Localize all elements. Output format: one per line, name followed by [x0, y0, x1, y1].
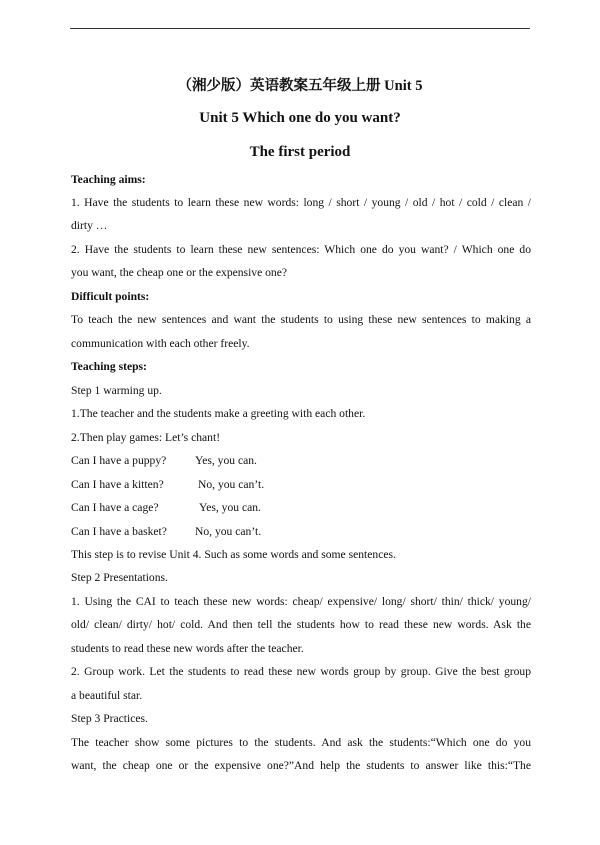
step-2-p2-line-2: a beautiful star. [71, 689, 143, 702]
chant-answer: No, you can’t. [198, 478, 265, 491]
aim-2-line-1: 2. Have the students to learn these new sentences: Which one do you want? / Which one do [71, 243, 531, 256]
chant-answer: Yes, you can. [195, 454, 257, 467]
step-3-line-2: want, the cheap one or the expensive one?”And help the students to answer like this:“The [71, 759, 531, 772]
chant-question: Can I have a puppy? [71, 454, 167, 467]
step-2-p1-line-3: students to read these new words after the teacher. [71, 642, 304, 655]
aim-1-line-1: 1. Have the students to learn these new words: long / short / young / old / hot / cold / clean / [71, 196, 531, 209]
step-2-p1-line-1: 1. Using the CAI to teach these new words: cheap/ expensive/ long/ short/ thin/ thick/ young/ [71, 595, 531, 608]
chant-question: Can I have a basket? [71, 525, 167, 538]
step-1-chant-intro: 2.Then play games: Let’s chant! [71, 431, 221, 444]
difficult-points-heading: Difficult points: [71, 290, 150, 303]
chant-answer: Yes, you can. [199, 501, 261, 514]
chant-question: Can I have a cage? [71, 501, 159, 514]
step-3-line-1: The teacher show some pictures to the students. And ask the students:“Which one do you [71, 736, 531, 749]
step-3-title: Step 3 Practices. [71, 712, 148, 725]
teaching-steps-heading: Teaching steps: [71, 360, 147, 373]
chant-line [71, 500, 531, 516]
period-title: The first period [249, 144, 351, 160]
doc-title: （湘少版）英语教案五年级上册 Unit 5 [177, 78, 423, 94]
chant-line [71, 453, 531, 469]
chant-line [71, 524, 531, 540]
difficult-line-2: communication with each other freely. [71, 337, 250, 350]
aim-2-line-2: you want, the cheap one or the expensive one? [71, 266, 288, 279]
step-2-p1-line-2: old/ clean/ dirty/ hot/ cold. And then tell the students how to read these new words. Ask the [71, 618, 531, 631]
step-2-title: Step 2 Presentations. [71, 571, 168, 584]
header-rule [70, 28, 530, 29]
step-1-title: Step 1 warming up. [71, 384, 162, 397]
aim-1-line-2: dirty … [71, 219, 108, 232]
step-1-note: This step is to revise Unit 4. Such as some words and some sentences. [71, 548, 396, 561]
chant-line [71, 477, 531, 493]
chant-answer: No, you can’t. [195, 525, 262, 538]
teaching-aims-heading: Teaching aims: [71, 173, 146, 186]
step-2-p2-line-1: 2. Group work. Let the students to read these new words group by group. Give the best group [71, 665, 531, 678]
difficult-line-1: To teach the new sentences and want the students to using these new sentences to making a [71, 313, 531, 326]
chant-question: Can I have a kitten? [71, 478, 164, 491]
step-1-greeting: 1.The teacher and the students make a greeting with each other. [71, 407, 366, 420]
unit-title: Unit 5 Which one do you want? [199, 110, 401, 126]
